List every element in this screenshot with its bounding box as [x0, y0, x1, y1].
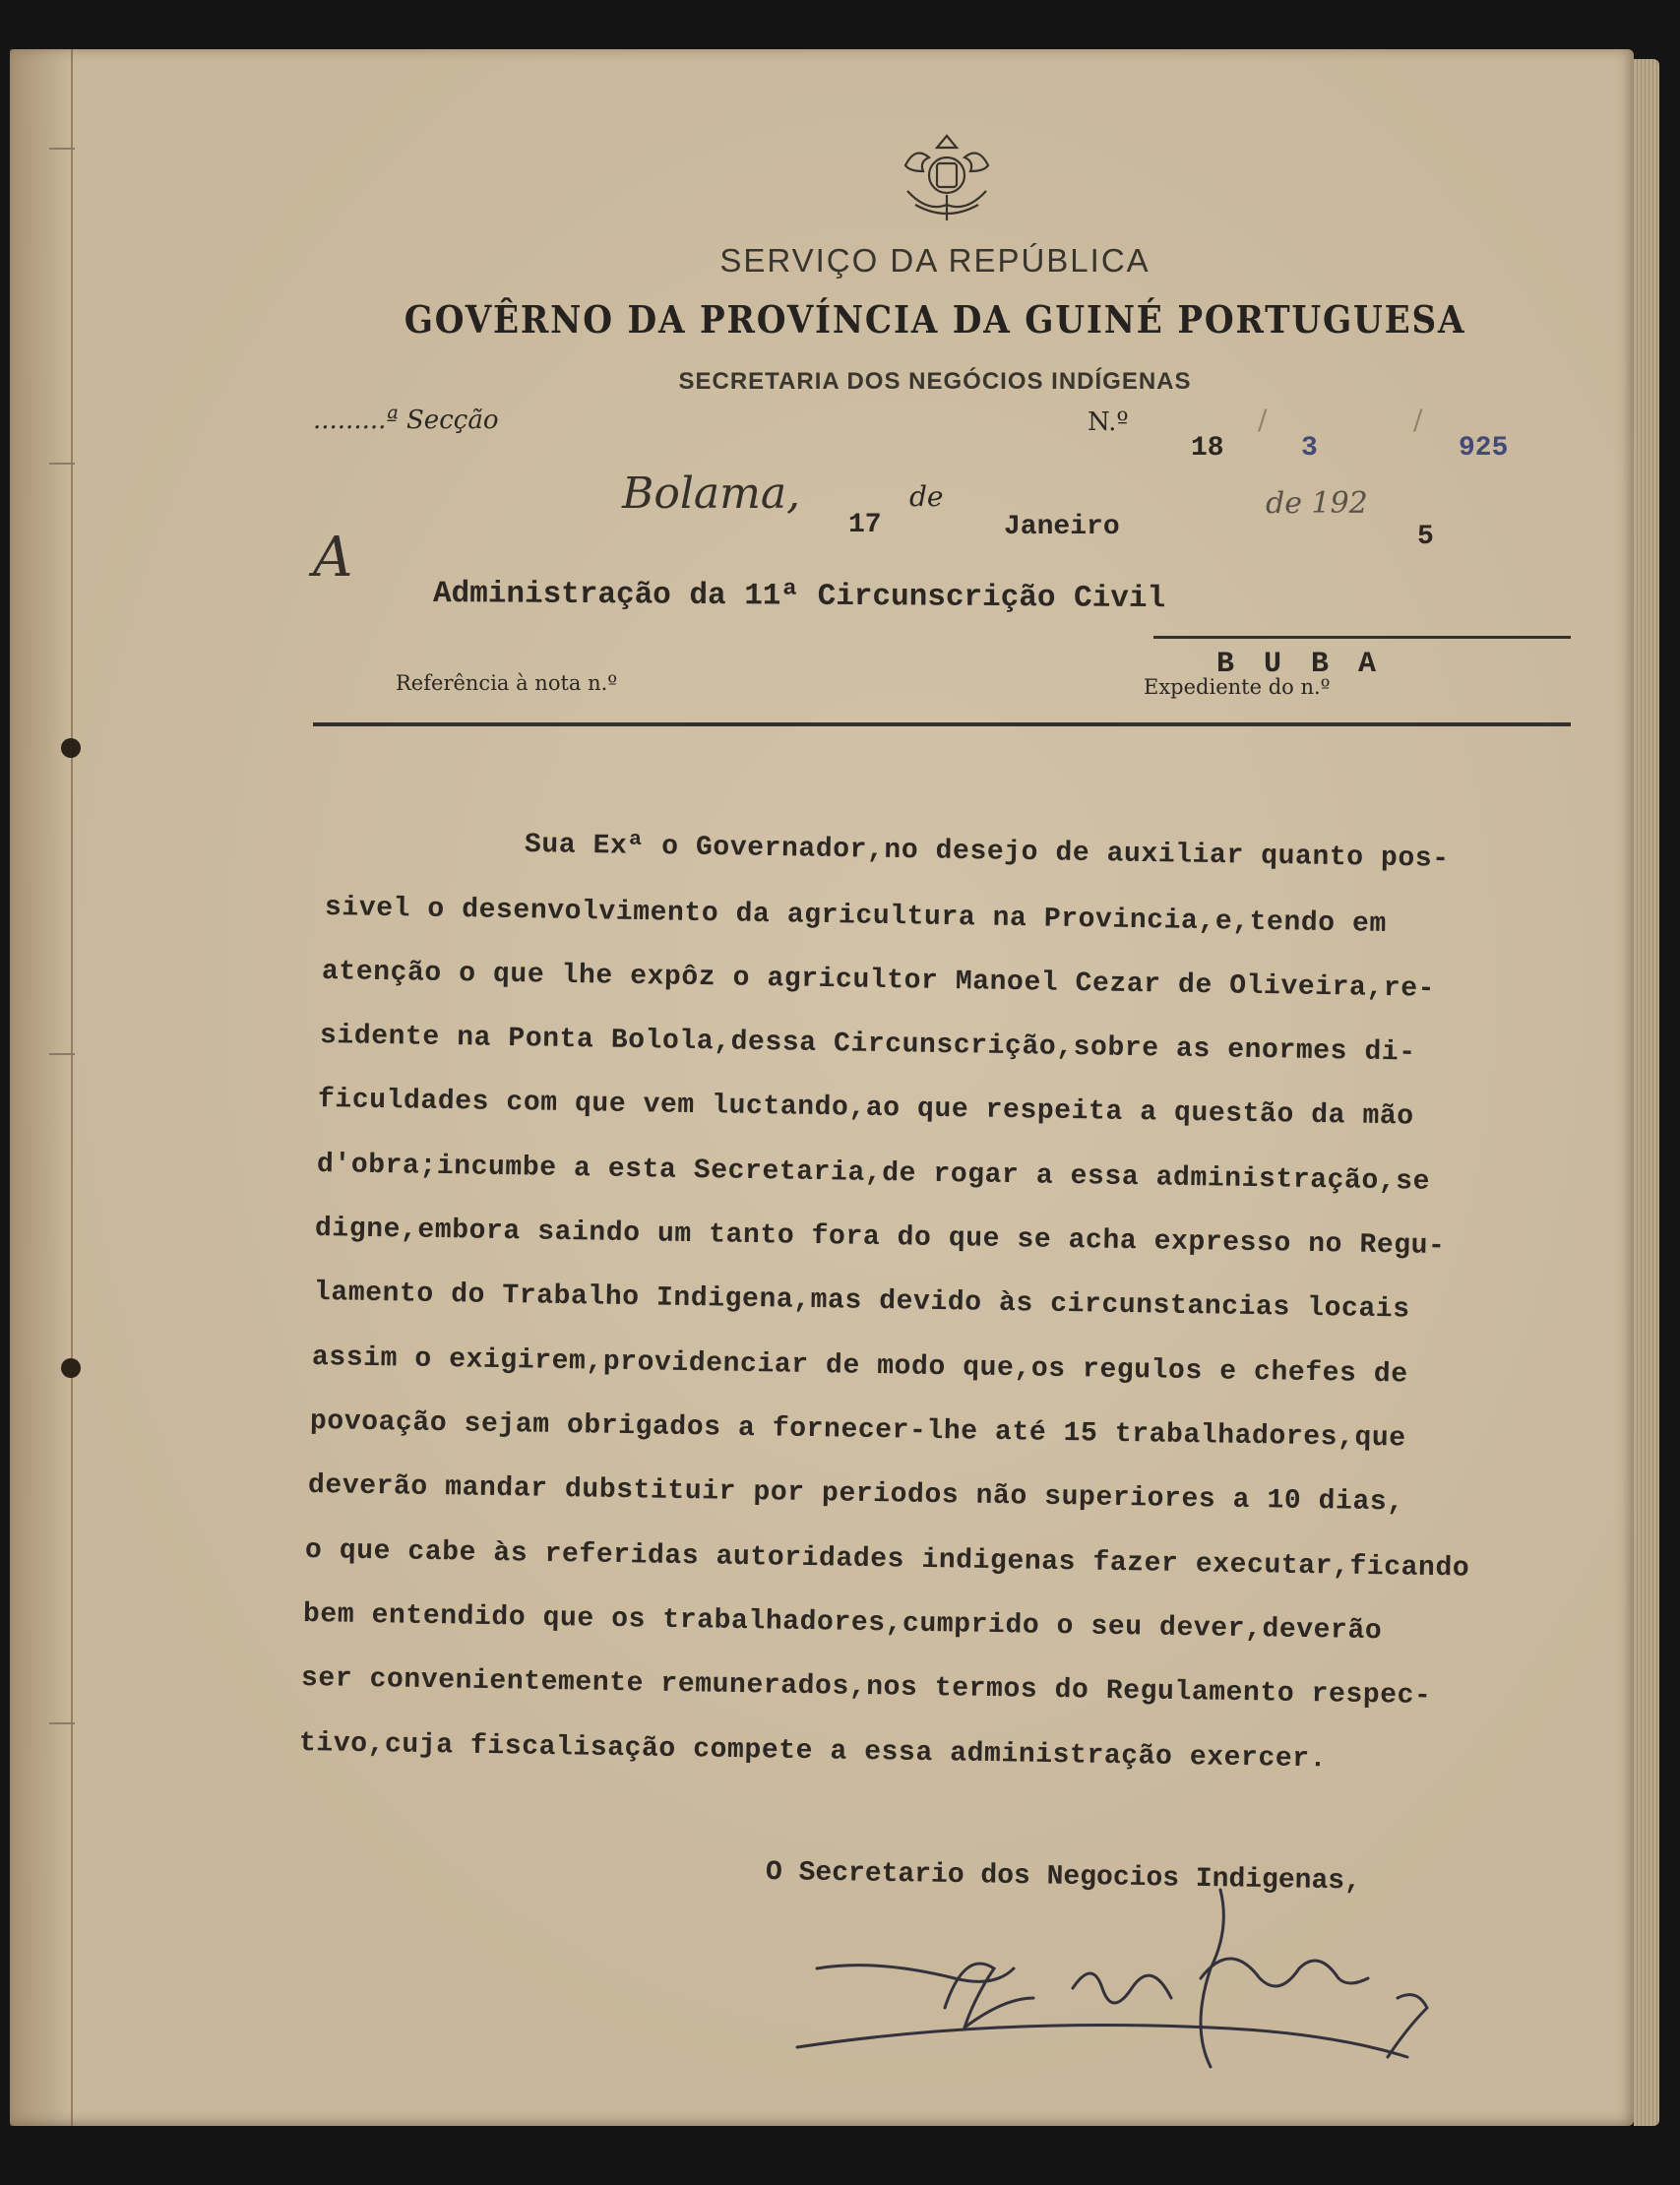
body-line: sivel o desenvolvimento da agricultura na Provincia,e,tendo em [324, 893, 1388, 940]
body-line: ser convenientemente remunerados,nos termos do Regulamento respec- [300, 1663, 1432, 1713]
body-line: bem entendido que os trabalhadores,cumprido o seu dever,deverão [302, 1599, 1383, 1648]
de-label-2: de 192 [1266, 486, 1368, 521]
binding-stitch [49, 1053, 75, 1055]
signature-title: O Secretario dos Negocios Indigenas, [765, 1857, 1362, 1898]
binding-spine [10, 49, 73, 2126]
place-label: Bolama, [622, 468, 801, 519]
body-line: d'obra;incumbe a esta Secretaria,de rogar a essa administração,se [316, 1150, 1431, 1198]
binding-stitch [49, 463, 75, 465]
letterhead-line-1: SERVIÇO DA REPÚBLICA [719, 242, 1151, 279]
handwritten-signature [787, 1870, 1476, 2087]
ref-label: Referência à nota n.º [396, 671, 618, 695]
body-line: povoação sejam obrigados a fornecer-lhe até 15 trabalhadores,que [309, 1406, 1406, 1455]
de-label-1: de [909, 480, 944, 513]
body-line: deverão mandar dubstituir por periodos não superiores a 10 dias, [307, 1470, 1404, 1519]
letterhead-line-3: SECRETARIA DOS NEGÓCIOS INDÍGENAS [678, 368, 1192, 395]
seccao-label: .........ª Secção [313, 406, 499, 435]
body-line: sidente na Ponta Bolola,dessa Circunscrição,sobre as enormes di- [319, 1021, 1416, 1069]
coat-of-arms-icon [886, 126, 1008, 224]
binding-stitch [49, 148, 75, 150]
binding-hole [61, 738, 81, 758]
body-line: lamento do Trabalho Indigena,mas devido às circunstancias locais [313, 1278, 1410, 1326]
to-prefix: A [313, 526, 353, 590]
body-line: digne,embora saindo um tanto fora do que se acha expresso no Regu- [314, 1214, 1446, 1263]
body-line: tivo,cuja fiscalisação compete a essa administração exercer. [298, 1728, 1328, 1776]
place-2: B U B A [1216, 648, 1383, 681]
body-line: Sua Exª o Governador,no desejo de auxiliar quanto pos- [524, 830, 1450, 875]
addressee: Administração da 11ª Circunscrição Civil [432, 577, 1166, 617]
numero-label: N.º [1088, 407, 1129, 437]
document-page [10, 49, 1634, 2126]
numero-value-3: 925 [1459, 433, 1509, 464]
addressee-rule [1153, 636, 1571, 639]
binding-stitch [49, 1722, 75, 1724]
header-rule [313, 722, 1571, 726]
numero-value-1: 18 [1191, 433, 1224, 464]
body-line: ficuldades com que vem luctando,ao que respeita a questão da mão [317, 1085, 1414, 1133]
numero-slash-2: / [1413, 404, 1423, 436]
month-value: Janeiro [1004, 512, 1120, 542]
body-line: assim o exigirem,providenciar de modo que,os regulos e chefes de [311, 1342, 1408, 1391]
year-digit: 5 [1417, 522, 1434, 552]
binding-hole [61, 1358, 81, 1378]
exp-label: Expediente do n.º [1144, 675, 1331, 699]
numero-slash-1: / [1258, 404, 1268, 436]
letterhead-line-2: GOVÊRNO DA PROVÍNCIA DA GUINÉ PORTUGUESA [404, 297, 1466, 342]
day-value: 17 [848, 510, 882, 540]
body-line: o que cabe às referidas autoridades indigenas fazer executar,ficando [304, 1535, 1470, 1585]
body-line: atenção o que lhe expôz o agricultor Manoel Cezar de Oliveira,re- [321, 957, 1436, 1005]
numero-value-2: 3 [1301, 433, 1318, 464]
